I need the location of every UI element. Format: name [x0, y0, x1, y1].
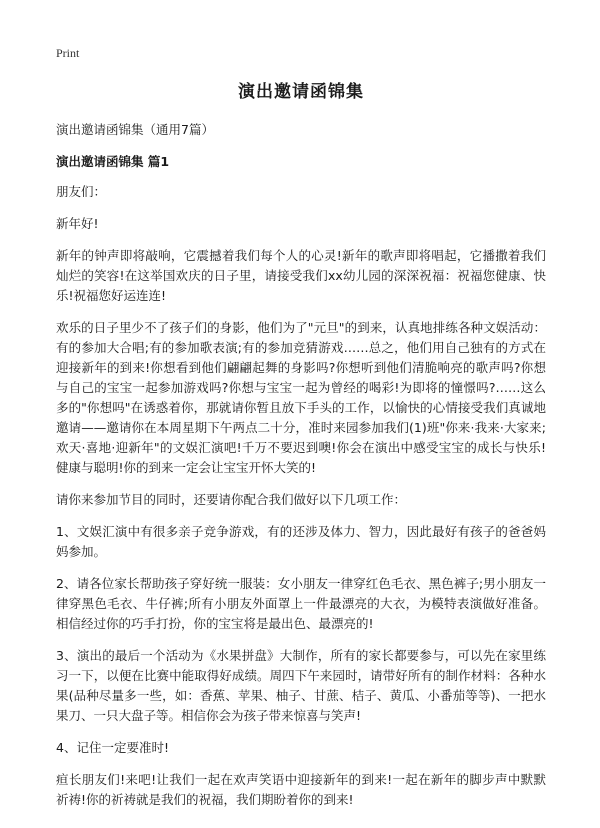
document-subtitle: 演出邀请函锦集（通用7篇）	[56, 122, 214, 137]
paragraph-intro: 新年的钟声即将敲响，它震撼着我们每个人的心灵!新年的歌声即将唱起，它播撒着我们灿烂的笑容!在这举国欢庆的日子里，请接受我们xx幼儿园的深深祝福：祝福您健康、快乐!祝福您好运连连!	[56, 248, 546, 303]
paragraph-item-3: 3、演出的最后一个活动为《水果拼盘》大制作，所有的家长都要参与，可以先在家里练习一下，以便在比赛中能取得好成绩。周四下午来园时，请带好所有的制作材料：各种水果(品种尽量多一些，如：香蕉、苹果、柚子、甘蔗、桔子、黄瓜、小番茄等等)、一把水果刀、一只大盘子等。相信你会为孩子带来惊喜与笑声!	[56, 648, 546, 723]
print-link[interactable]: Print	[56, 46, 80, 60]
document-title: 演出邀请函锦集	[238, 82, 364, 102]
paragraph-item-1: 1、文娱汇演中有很多亲子竞争游戏，有的还涉及体力、智力，因此最好有孩子的爸爸妈妈参加。	[56, 524, 546, 559]
paragraph-invitation: 欢乐的日子里少不了孩子们的身影，他们为了"元旦"的到来，认真地排练各种文娱活动：有的参加大合唱;有的参加歌表演;有的参加竞猜游戏……总之，他们用自己独有的方式在迎接新年的到来!你想看到他们翩翩起舞的身影吗?你想听到他们清脆响亮的歌声吗?你想与自己的宝宝一起参加游戏吗?你想与宝宝一起为曾经的喝彩!为即将的憧憬吗?……这么多的"你想吗"在诱惑着你，那就请你暂且放下手头的工作，以愉快的心情接受我们真诚地邀请——邀请你在本周星期下午两点二十分，准时来园参加我们(1)班"你来·我来·大家来;欢天·喜地·迎新年"的文娱汇演吧!千万不要迟到噢!你会在演出中感受宝宝的成长与快乐!健康与聪明!你的到来一定会让宝宝开怀大笑的!	[56, 320, 546, 475]
paragraph-request: 请你来参加节目的同时，还要请你配合我们做好以下几项工作：	[56, 492, 407, 507]
paragraph-item-2: 2、请各位家长帮助孩子穿好统一服装：女小朋友一律穿红色毛衣、黑色裤子;男小朋友一律穿黑色毛衣、牛仔裤;所有小朋友外面罩上一件最漂亮的大衣，为模特表演做好准备。相信经过你的巧手打扮，你的宝宝将是最出色、最漂亮的!	[56, 576, 546, 631]
paragraph-closing: 疸长朋友们!来吧!让我们一起在欢声笑语中迎接新年的到来!一起在新年的脚步声中默默祈祷!你的祈祷就是我们的祝福，我们期盼着你的到来!	[56, 772, 546, 807]
paragraph-greeting: 朋友们：	[56, 184, 107, 199]
document-body	[56, 80, 546, 822]
paragraph-new-year: 新年好!	[56, 216, 99, 231]
paragraph-item-4: 4、记住一定要准时!	[56, 740, 169, 755]
section-heading: 演出邀请函锦集 篇1	[56, 154, 170, 169]
